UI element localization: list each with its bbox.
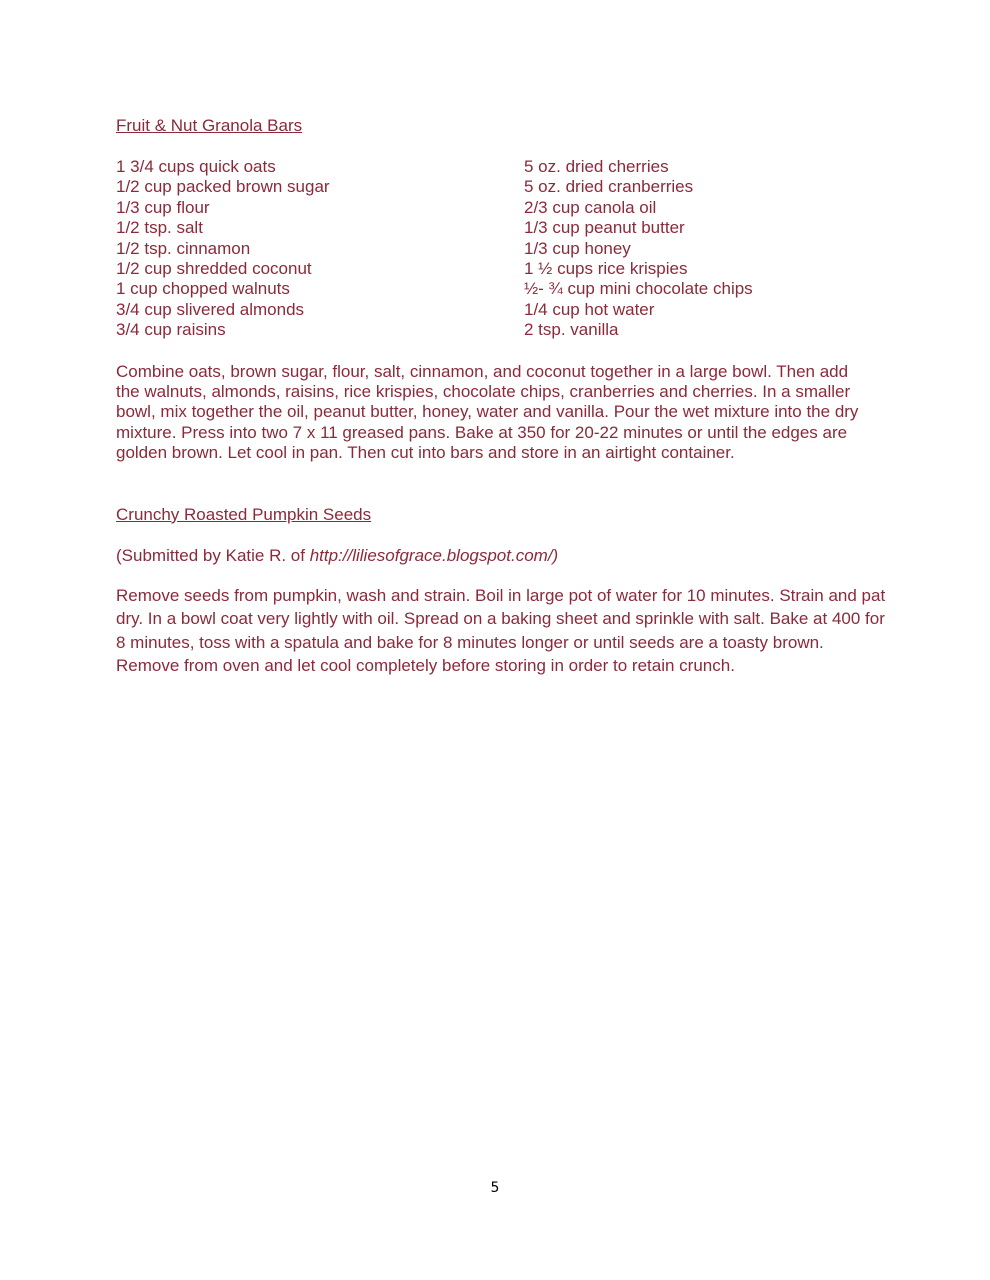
ingredient-item: 2 tsp. vanilla: [524, 320, 619, 340]
ingredient-item: 1/3 cup honey: [524, 238, 631, 258]
ingredient-item: 1/2 tsp. cinnamon: [116, 238, 251, 258]
submitted-by-text: (Submitted by Katie R. of: [116, 545, 310, 565]
ingredient-item: 1 3/4 cups quick oats: [116, 157, 276, 176]
ingredient-item: 5 oz. dried cherries: [524, 157, 669, 176]
submitted-by: [116, 546, 886, 566]
ingredients-list: [116, 157, 886, 341]
ingredient-item: 1 ½ cups rice krispies: [524, 259, 688, 279]
submitted-by-url: http://liliesofgrace.blogspot.com/): [309, 545, 559, 565]
ingredients-column-right: [524, 157, 886, 341]
ingredient-item: 3/4 cup raisins: [116, 320, 226, 340]
ingredient-item: 1/2 cup packed brown sugar: [116, 177, 330, 197]
recipe-title-granola-bars: Fruit & Nut Granola Bars: [116, 116, 303, 135]
ingredient-item: 1/2 tsp. salt: [116, 218, 203, 238]
ingredients-column-left: [116, 157, 524, 341]
page-content: [116, 116, 886, 678]
ingredient-item: 2/3 cup canola oil: [524, 197, 657, 217]
ingredient-item: ½- ¾ cup mini chocolate chips: [524, 279, 753, 299]
recipe-directions-pumpkin-seeds: Remove seeds from pumpkin, wash and strain. Boil in large pot of water for 10 minutes. Strain and pat dry. In a bowl coat very lightly with oil. Spread on a baking sheet and sprinkle with salt. Bake at 400 for 8 minutes, toss with a spatula and bake for 8 minutes longer or until seeds are a toasty brown. Remove from oven and let cool completely before storing in order to retain crunch.: [116, 585, 886, 676]
ingredient-item: 1/2 cup shredded coconut: [116, 259, 312, 279]
ingredient-item: 3/4 cup slivered almonds: [116, 299, 305, 319]
page-number: 5: [490, 1180, 500, 1196]
ingredient-item: 1/4 cup hot water: [524, 299, 655, 319]
recipe-directions-granola-bars: Combine oats, brown sugar, flour, salt, cinnamon, and coconut together in a large bowl. Then add the walnuts, almonds, raisins, rice krispies, chocolate chips, cranberries and cherries. In a smaller bowl, mix together the oil, peanut butter, honey, water and vanilla. Pour the wet mixture into the dry mixture. Press into two 7 x 11 greased pans. Bake at 350 for 20-22 minutes or until the edges are golden brown. Let cool in pan. Then cut into bars and store in an airtight container.: [116, 361, 859, 463]
ingredient-item: 5 oz. dried cranberries: [524, 177, 694, 197]
ingredient-item: 1/3 cup flour: [116, 197, 210, 217]
ingredient-item: 1/3 cup peanut butter: [524, 218, 685, 238]
recipe-title-pumpkin-seeds: Crunchy Roasted Pumpkin Seeds: [116, 504, 372, 524]
ingredient-item: 1 cup chopped walnuts: [116, 279, 290, 299]
